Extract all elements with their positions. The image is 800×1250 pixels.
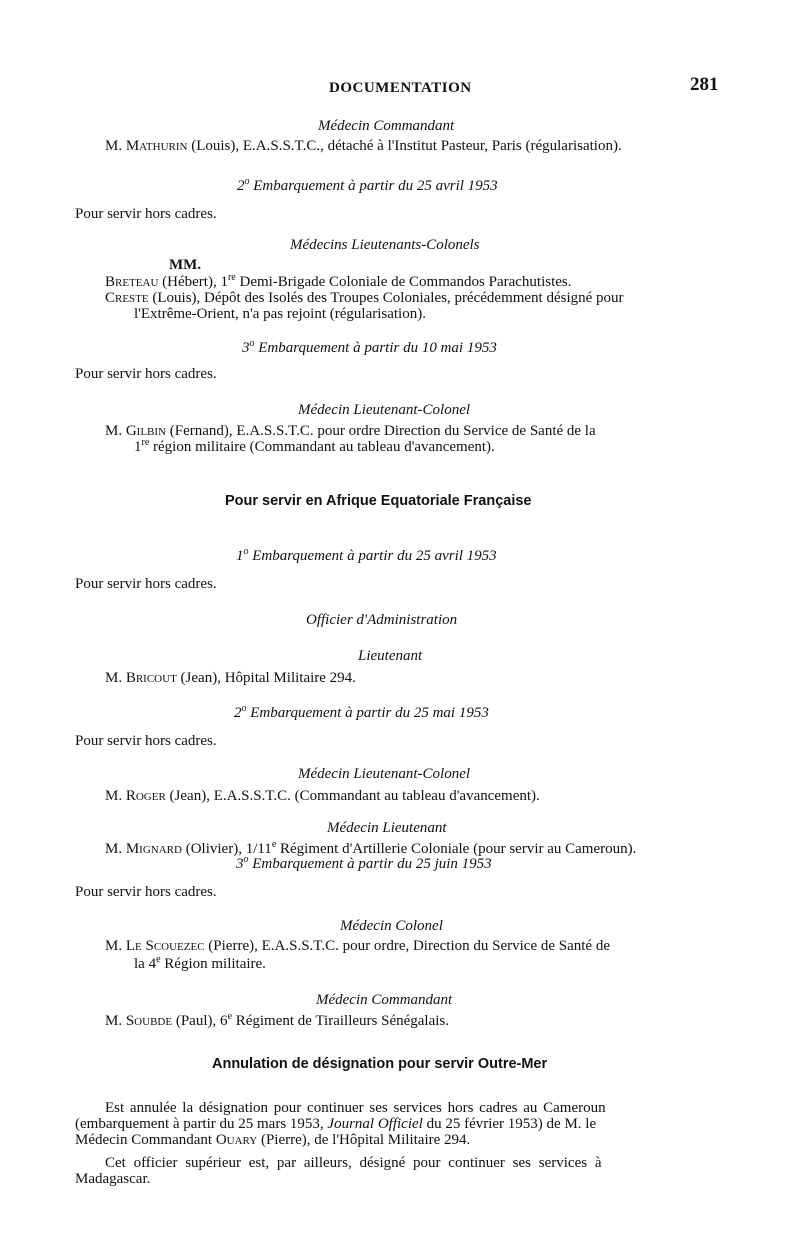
section-note: Pour servir hors cadres. [75, 366, 217, 382]
personnel-entry: M. Mignard (Olivier), 1/11e Régiment d'Artillerie Coloniale (pour servir au Cameroun). [105, 839, 637, 857]
section-note: Pour servir hors cadres. [75, 884, 217, 900]
personnel-entry: M. Mathurin (Louis), E.A.S.S.T.C., détaché à l'Institut Pasteur, Paris (régularisation). [105, 138, 622, 154]
rank-heading: Médecin Commandant [318, 118, 455, 134]
personnel-entry: M. Roger (Jean), E.A.S.S.T.C. (Commandant au tableau d'avancement). [105, 788, 540, 804]
paragraph-line: Est annulée la désignation pour continuer ses services hors cadres au Cameroun [105, 1100, 606, 1116]
rank-heading: Médecins Lieutenants-Colonels [290, 237, 480, 253]
personnel-entry: Breteau (Hébert), 1re Demi-Brigade Coloniale de Commandos Parachutistes. [105, 272, 572, 290]
embarkation-heading: 3$^o$ Embarquement à partir du 10 mai 1953 [242, 338, 497, 356]
personnel-entry-continued: l'Extrême-Orient, n'a pas rejoint (régularisation). [134, 306, 426, 322]
paragraph-line: Médecin Commandant Ouary (Pierre), de l'Hôpital Militaire 294. [75, 1132, 471, 1148]
names-prefix: MM. [169, 257, 202, 273]
rank-heading: Officier d'Administration [306, 612, 458, 628]
rank-heading: Lieutenant [358, 648, 423, 664]
rank-heading: Médecin Commandant [316, 992, 453, 1008]
running-title: DOCUMENTATION [329, 80, 472, 96]
section-note: Pour servir hors cadres. [75, 206, 217, 222]
embarkation-heading: 2$^o$ Embarquement à partir du 25 avril 1953 [237, 176, 498, 194]
section-note: Pour servir hors cadres. [75, 733, 217, 749]
personnel-entry: M. Gilbin (Fernand), E.A.S.S.T.C. pour ordre Direction du Service de Santé de la [105, 423, 596, 439]
rank-heading: Médecin Lieutenant [327, 820, 447, 836]
personnel-entry-continued: 1re région militaire (Commandant au tableau d'avancement). [134, 437, 495, 455]
embarkation-heading: 3$^o$ Embarquement à partir du 25 juin 1953 [236, 854, 492, 872]
section-title: Pour servir en Afrique Equatoriale Française [225, 493, 532, 509]
embarkation-heading: 1$^o$ Embarquement à partir du 25 avril 1953 [236, 546, 497, 564]
section-note: Pour servir hors cadres. [75, 576, 217, 592]
personnel-entry: Creste (Louis), Dépôt des Isolés des Troupes Coloniales, précédemment désigné pour [105, 290, 624, 306]
embarkation-heading: 2$^o$ Embarquement à partir du 25 mai 1953 [234, 703, 489, 721]
personnel-entry: M. Soubde (Paul), 6e Régiment de Tirailleurs Sénégalais. [105, 1011, 450, 1029]
rank-heading: Médecin Lieutenant-Colonel [298, 402, 471, 418]
section-title: Annulation de désignation pour servir Outre-Mer [212, 1056, 548, 1072]
personnel-entry-continued: la 4e Région militaire. [134, 954, 266, 972]
rank-heading: Médecin Lieutenant-Colonel [298, 766, 471, 782]
paragraph-line: Cet officier supérieur est, par ailleurs, désigné pour continuer ses services à [105, 1155, 602, 1171]
paragraph-line: (embarquement à partir du 25 mars 1953, Journal Officiel du 25 février 1953) de M. le [75, 1116, 597, 1132]
rank-heading: Médecin Colonel [340, 918, 443, 934]
personnel-entry: M. Le Scouezec (Pierre), E.A.S.S.T.C. pour ordre, Direction du Service de Santé de [105, 938, 610, 954]
personnel-entry: M. Bricout (Jean), Hôpital Militaire 294. [105, 670, 356, 686]
paragraph-line: Madagascar. [75, 1171, 151, 1187]
page-number: 281 [690, 74, 719, 95]
